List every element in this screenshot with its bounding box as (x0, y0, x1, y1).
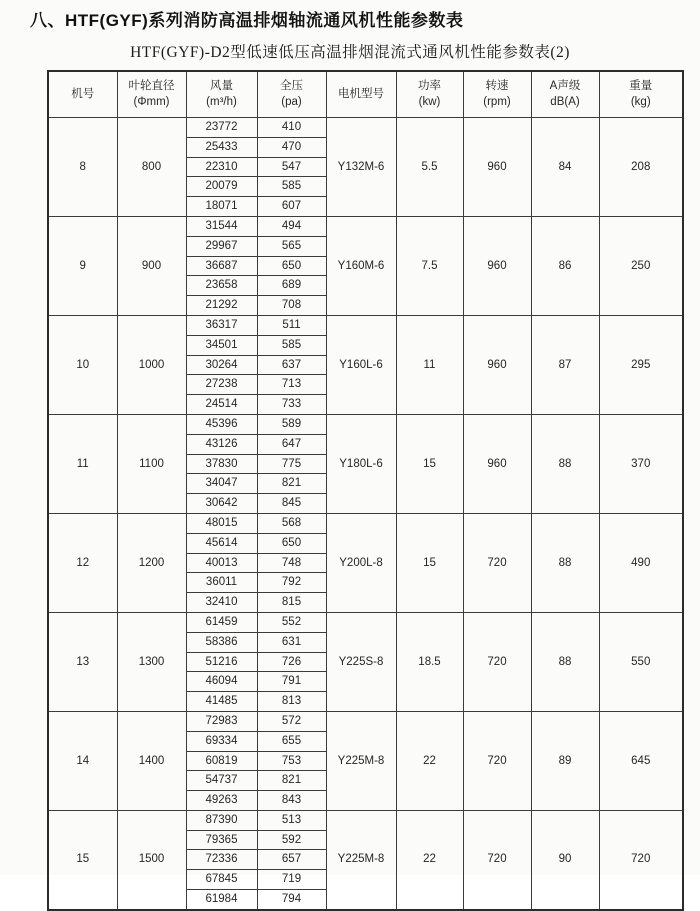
cell-air-volume: 54737 (186, 771, 257, 791)
column-header-text (327, 72, 396, 117)
cell-air-volume: 72336 (186, 850, 257, 870)
cell-air-volume: 18071 (186, 197, 257, 217)
cell-total-pressure: 748 (257, 553, 326, 573)
cell-air-volume: 58386 (186, 632, 257, 652)
column-header-impeller-diameter (117, 71, 186, 118)
cell-machine-no: 10 (48, 315, 117, 414)
cell-power: 22 (396, 711, 463, 810)
header-line2: dB(A) (550, 95, 580, 108)
cell-diameter: 1200 (117, 513, 186, 612)
header-line2: (kw) (418, 95, 441, 108)
cell-diameter: 1000 (117, 315, 186, 414)
header-line1: 机号 (71, 87, 95, 100)
cell-motor-model: Y160M-6 (326, 216, 396, 315)
header-line2: (pa) (281, 95, 302, 108)
cell-total-pressure: 637 (257, 355, 326, 375)
cell-machine-no: 12 (48, 513, 117, 612)
cell-total-pressure: 592 (257, 830, 326, 850)
cell-total-pressure: 589 (257, 414, 326, 434)
cell-total-pressure: 607 (257, 197, 326, 217)
cell-total-pressure: 753 (257, 751, 326, 771)
cell-sound-level: 86 (531, 216, 599, 315)
cell-total-pressure: 494 (257, 216, 326, 236)
cell-power: 15 (396, 414, 463, 513)
cell-total-pressure: 775 (257, 454, 326, 474)
cell-power: 18.5 (396, 612, 463, 711)
header-line2: (rpm) (483, 95, 511, 108)
cell-total-pressure: 813 (257, 692, 326, 712)
cell-diameter: 1300 (117, 612, 186, 711)
cell-speed: 960 (463, 315, 531, 414)
cell-air-volume: 23772 (186, 118, 257, 138)
cell-speed: 960 (463, 216, 531, 315)
cell-power: 7.5 (396, 216, 463, 315)
cell-air-volume: 22310 (186, 157, 257, 177)
cell-machine-no: 8 (48, 118, 117, 217)
column-header-text (118, 72, 186, 117)
table-body (48, 118, 683, 910)
cell-total-pressure: 650 (257, 256, 326, 276)
cell-total-pressure: 815 (257, 593, 326, 613)
cell-air-volume: 34047 (186, 474, 257, 494)
cell-air-volume: 61984 (186, 890, 257, 910)
cell-air-volume: 36317 (186, 315, 257, 335)
cell-total-pressure: 585 (257, 335, 326, 355)
cell-sound-level: 84 (531, 118, 599, 217)
cell-air-volume: 43126 (186, 434, 257, 454)
cell-total-pressure: 845 (257, 494, 326, 514)
cell-total-pressure: 733 (257, 395, 326, 415)
cell-speed: 960 (463, 414, 531, 513)
cell-total-pressure: 794 (257, 890, 326, 910)
column-header-text (600, 72, 683, 117)
header-line1: 电机型号 (338, 87, 384, 100)
cell-total-pressure: 689 (257, 276, 326, 296)
cell-weight: 250 (599, 216, 683, 315)
cell-machine-no: 9 (48, 216, 117, 315)
cell-motor-model: Y200L-8 (326, 513, 396, 612)
cell-motor-model: Y225M-8 (326, 810, 396, 909)
cell-air-volume: 61459 (186, 612, 257, 632)
column-header-text (532, 72, 599, 117)
cell-total-pressure: 511 (257, 315, 326, 335)
cell-air-volume: 32410 (186, 593, 257, 613)
cell-air-volume: 40013 (186, 553, 257, 573)
column-header-text (258, 72, 326, 117)
cell-diameter: 1100 (117, 414, 186, 513)
cell-motor-model: Y225M-8 (326, 711, 396, 810)
cell-air-volume: 67845 (186, 870, 257, 890)
page-title: 八、HTF(GYF)系列消防高温排烟轴流通风机性能参数表 (30, 11, 464, 30)
cell-total-pressure: 843 (257, 791, 326, 811)
cell-total-pressure: 470 (257, 137, 326, 157)
cell-total-pressure: 585 (257, 177, 326, 197)
cell-speed: 720 (463, 612, 531, 711)
cell-air-volume: 23658 (186, 276, 257, 296)
cell-air-volume: 37830 (186, 454, 257, 474)
cell-total-pressure: 650 (257, 533, 326, 553)
cell-total-pressure: 631 (257, 632, 326, 652)
cell-diameter: 800 (117, 118, 186, 217)
cell-total-pressure: 655 (257, 731, 326, 751)
cell-weight: 490 (599, 513, 683, 612)
cell-total-pressure: 568 (257, 513, 326, 533)
cell-air-volume: 45396 (186, 414, 257, 434)
cell-motor-model: Y132M-6 (326, 118, 396, 217)
cell-diameter: 1500 (117, 810, 186, 909)
cell-total-pressure: 719 (257, 870, 326, 890)
cell-air-volume: 87390 (186, 810, 257, 830)
cell-air-volume: 36011 (186, 573, 257, 593)
cell-air-volume: 21292 (186, 296, 257, 316)
header-line1: A声级 (549, 79, 581, 92)
cell-weight: 720 (599, 810, 683, 909)
cell-air-volume: 45614 (186, 533, 257, 553)
cell-sound-level: 88 (531, 513, 599, 612)
cell-air-volume: 20079 (186, 177, 257, 197)
header-line1: 全压 (280, 79, 303, 92)
cell-power: 22 (396, 810, 463, 909)
table-row (48, 414, 683, 434)
table-row (48, 118, 683, 138)
cell-machine-no: 14 (48, 711, 117, 810)
cell-air-volume: 69334 (186, 731, 257, 751)
cell-machine-no: 13 (48, 612, 117, 711)
table-row (48, 810, 683, 830)
column-header-motor-model (326, 71, 396, 118)
cell-air-volume: 51216 (186, 652, 257, 672)
cell-air-volume: 25433 (186, 137, 257, 157)
table-subtitle: HTF(GYF)-D2型低速低压高温排烟混流式通风机性能参数表(2) (130, 44, 570, 61)
column-header-text (49, 72, 117, 117)
cell-total-pressure: 713 (257, 375, 326, 395)
header-line2: (m³/h) (206, 95, 237, 108)
cell-power: 5.5 (396, 118, 463, 217)
cell-weight: 295 (599, 315, 683, 414)
cell-air-volume: 30642 (186, 494, 257, 514)
column-header-text (397, 72, 463, 117)
column-header-air-volume (186, 71, 257, 118)
fan-performance-table (47, 70, 684, 911)
header-row (48, 71, 683, 118)
cell-total-pressure: 792 (257, 573, 326, 593)
cell-total-pressure: 726 (257, 652, 326, 672)
cell-motor-model: Y160L-6 (326, 315, 396, 414)
cell-air-volume: 27238 (186, 375, 257, 395)
cell-total-pressure: 821 (257, 474, 326, 494)
cell-air-volume: 24514 (186, 395, 257, 415)
column-header-power (396, 71, 463, 118)
header-line2: (Φmm) (133, 95, 170, 108)
cell-sound-level: 88 (531, 612, 599, 711)
header-line1: 叶轮直径 (128, 79, 175, 92)
cell-speed: 960 (463, 118, 531, 217)
cell-air-volume: 36687 (186, 256, 257, 276)
cell-total-pressure: 791 (257, 672, 326, 692)
cell-sound-level: 90 (531, 810, 599, 909)
column-header-text (464, 72, 531, 117)
header-line1: 转速 (485, 79, 509, 92)
cell-weight: 208 (599, 118, 683, 217)
table-row (48, 612, 683, 632)
cell-air-volume: 49263 (186, 791, 257, 811)
table-row (48, 315, 683, 335)
cell-power: 11 (396, 315, 463, 414)
header-line1: 功率 (418, 79, 441, 92)
cell-diameter: 900 (117, 216, 186, 315)
cell-power: 15 (396, 513, 463, 612)
header-line1: 风量 (210, 79, 233, 92)
header-line1: 重量 (629, 79, 653, 92)
cell-total-pressure: 565 (257, 236, 326, 256)
cell-air-volume: 60819 (186, 751, 257, 771)
cell-total-pressure: 657 (257, 850, 326, 870)
column-header-text (187, 72, 257, 117)
table-header-row (48, 71, 683, 118)
cell-machine-no: 11 (48, 414, 117, 513)
header-line2: (kg) (630, 95, 651, 108)
table-row (48, 711, 683, 731)
cell-total-pressure: 708 (257, 296, 326, 316)
cell-weight: 370 (599, 414, 683, 513)
column-header-total-pressure (257, 71, 326, 118)
cell-air-volume: 34501 (186, 335, 257, 355)
cell-total-pressure: 410 (257, 118, 326, 138)
cell-speed: 720 (463, 513, 531, 612)
cell-air-volume: 48015 (186, 513, 257, 533)
cell-air-volume: 79365 (186, 830, 257, 850)
cell-air-volume: 46094 (186, 672, 257, 692)
cell-speed: 720 (463, 711, 531, 810)
cell-sound-level: 89 (531, 711, 599, 810)
cell-motor-model: Y225S-8 (326, 612, 396, 711)
cell-sound-level: 88 (531, 414, 599, 513)
table-row (48, 513, 683, 533)
column-header-machine-no (48, 71, 117, 118)
cell-total-pressure: 513 (257, 810, 326, 830)
column-header-speed (463, 71, 531, 118)
cell-air-volume: 31544 (186, 216, 257, 236)
cell-air-volume: 29967 (186, 236, 257, 256)
cell-sound-level: 87 (531, 315, 599, 414)
cell-total-pressure: 547 (257, 157, 326, 177)
cell-total-pressure: 647 (257, 434, 326, 454)
cell-total-pressure: 821 (257, 771, 326, 791)
cell-machine-no: 15 (48, 810, 117, 909)
cell-weight: 550 (599, 612, 683, 711)
cell-total-pressure: 572 (257, 711, 326, 731)
table-row (48, 216, 683, 236)
cell-weight: 645 (599, 711, 683, 810)
cell-air-volume: 41485 (186, 692, 257, 712)
cell-air-volume: 30264 (186, 355, 257, 375)
cell-total-pressure: 552 (257, 612, 326, 632)
cell-motor-model: Y180L-6 (326, 414, 396, 513)
cell-diameter: 1400 (117, 711, 186, 810)
cell-speed: 720 (463, 810, 531, 909)
column-header-weight (599, 71, 683, 118)
column-header-sound-level (531, 71, 599, 118)
cell-air-volume: 72983 (186, 711, 257, 731)
